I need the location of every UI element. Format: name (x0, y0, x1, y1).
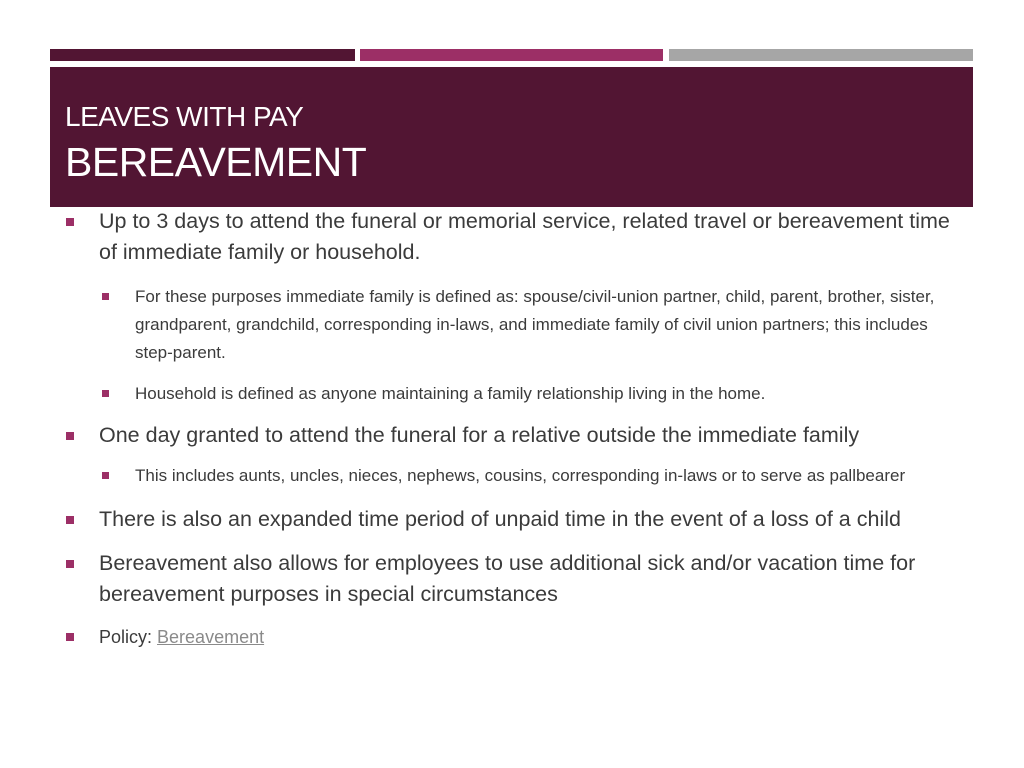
bullet-policy (60, 622, 950, 653)
bullet-marker (66, 432, 74, 440)
accent-bar-dark (50, 49, 355, 61)
slide-title: LEAVES WITH PAY (65, 101, 304, 132)
bullet-text: One day granted to attend the funeral for a relative outside the immediate family (99, 423, 860, 447)
sub-bullet-text: Household is defined as anyone maintaining a family relationship living in the home. (135, 384, 766, 403)
bullet-text: Up to 3 days to attend the funeral or memorial service, related travel or bereavement time of immediate family or household. (99, 209, 950, 264)
sub-bullet-marker (102, 390, 109, 397)
bullet-three-days (60, 206, 950, 268)
sub-bullet-text: For these purposes immediate family is defined as: spouse/civil-union partner, child, parent, brother, sister, grandparent, grandchild, corresponding in-laws, and immediate family of civil union partners; this includes step-parent. (135, 287, 935, 362)
sub-bullet-marker (102, 472, 109, 479)
bullet-marker (66, 218, 74, 226)
bullet-marker (66, 560, 74, 568)
policy-label: Policy: (99, 627, 153, 647)
policy-link[interactable]: Bereavement (157, 627, 265, 647)
slide-content (60, 206, 950, 653)
bullet-unpaid-time (60, 504, 950, 535)
accent-bar-gray (669, 49, 973, 61)
sub-bullet-household (60, 380, 950, 408)
title-block (50, 67, 973, 207)
top-accent-bars (50, 49, 973, 61)
sub-bullet-relatives (60, 462, 950, 490)
sub-bullet-marker (102, 293, 109, 300)
bullet-one-day (60, 420, 950, 451)
bullet-marker (66, 633, 74, 641)
bullet-text: There is also an expanded time period of unpaid time in the event of a loss of a child (99, 507, 901, 531)
bullet-marker (66, 516, 74, 524)
bullet-additional-leave (60, 548, 950, 610)
sub-bullet-text: This includes aunts, uncles, nieces, nephews, cousins, corresponding in-laws or to serve as pallbearer (135, 466, 906, 485)
accent-bar-magenta (360, 49, 663, 61)
sub-bullet-immediate-family (60, 283, 950, 367)
slide-subtitle: BEREAVEMENT (65, 139, 367, 185)
bullet-text: Bereavement also allows for employees to use additional sick and/or vacation time for bereavement purposes in special circumstances (99, 551, 916, 606)
